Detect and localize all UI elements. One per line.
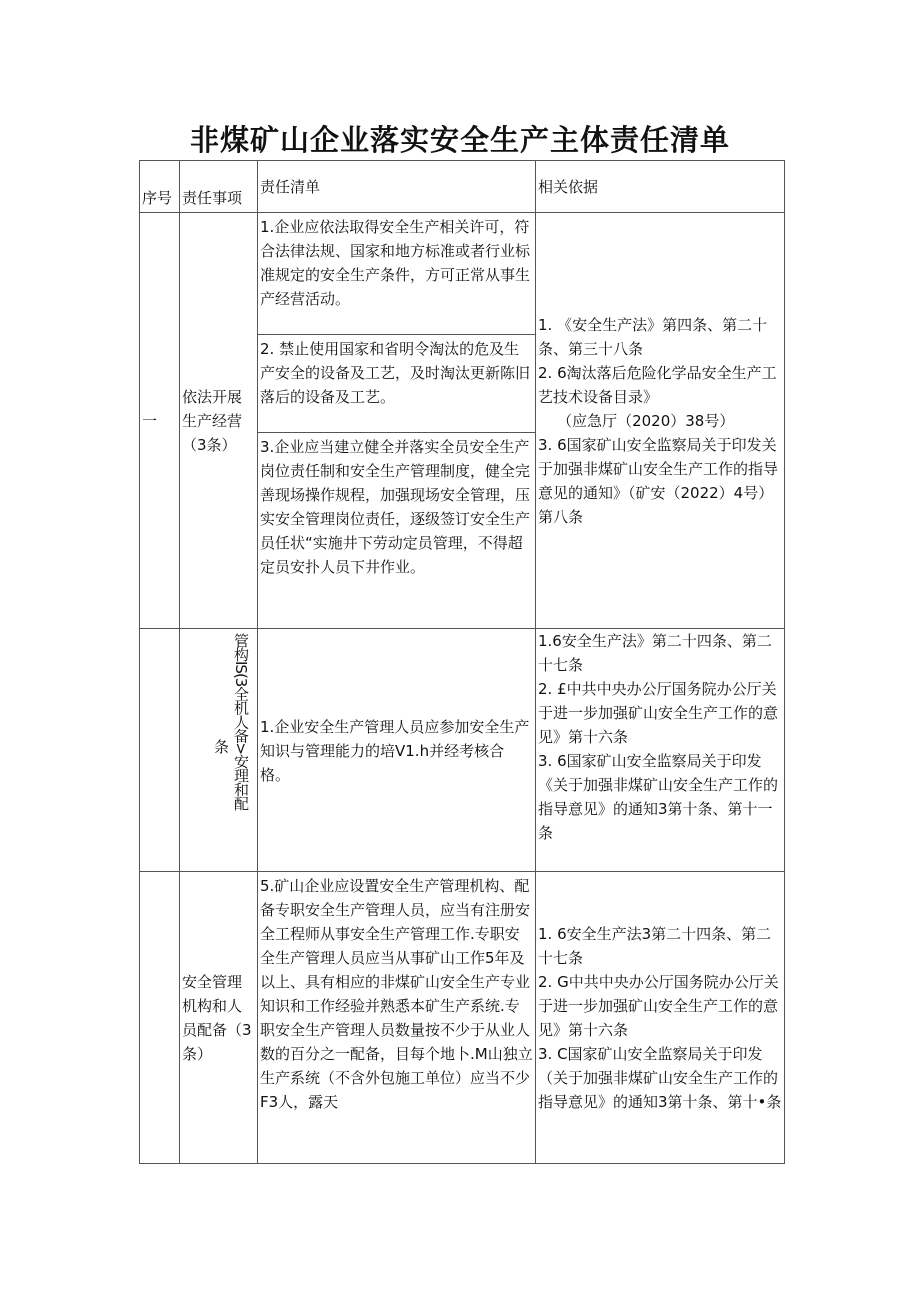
item-vertical-text: 条 (212, 739, 230, 753)
row-basis: 1.6安全生产法》第二十四条、第二十七条 2. £中共中央办公厅国务院办公厅关于进一步加强矿山安全生产工作的意见》第十六条 3. 6国家矿山安全监察局关于印发《关于加强非煤矿山安全生产工作的指导意见》的通知3第十条、第十一条 (536, 629, 785, 872)
table-header-row (140, 161, 785, 213)
list-item: 5.矿山企业应设置安全生产管理机构、配备专职安全生产管理人员，应当有注册安全工程师从事安全生产管理工作.专职安全生产管理人员应当从事矿山工作5年及以上、具有相应的非煤矿山安全生产专业知识和工作经验并熟悉本矿生产系统.专职安全生产管理人员数量按不少于从业人数的百分之一配备，目每个地卜.M山独立生产系统（不含外包施工单位）应当不少F3人，露天 (258, 872, 536, 1164)
row-basis: 1. 《安全生产法》第四条、第二十条、第三十八条 2. 6淘汰落后危险化学品安全生产工艺技术设备目录》 （应急厅（2020）38号） 3. 6国家矿山安全监察局关于印发关于加强非煤矿山安全生产工作的指导意见的通知》（矿安（2022）4号）第八条 (536, 213, 785, 629)
item-vertical-text: 管构IS(3全机人备>安理和配 (232, 633, 250, 810)
row-number (140, 629, 180, 872)
list-item: 1.企业应依法取得安全生产相关许可，符合法律法规、国家和地方标准或者行业标准规定的安全生产条件，方可正常从事生产经营活动。 (258, 213, 536, 335)
list-item: 2. 禁止使用国家和省明令淘汰的危及生产安全的设备及工艺，及时淘汰更新陈旧落后的设备及工艺。 (258, 335, 536, 433)
header-list: 责任清单 (258, 161, 536, 213)
row-item: 安全管理机构和人员配备（3条） (180, 872, 258, 1164)
header-item: 责任事项 (180, 161, 258, 213)
responsibility-table (139, 160, 785, 1164)
list-item: 1.企业安全生产管理人员应参加安全生产知识与管理能力的培V1.h并经考核合格。 (258, 629, 536, 872)
row-item: 依法开展生产经营（3条） (180, 213, 258, 629)
row-item (180, 629, 258, 872)
table-row (140, 213, 785, 335)
table-row (140, 629, 785, 872)
header-basis: 相关依据 (536, 161, 785, 213)
row-number: 一 (140, 213, 180, 629)
page-title: 非煤矿山企业落实安全生产主体责任清单 (189, 123, 730, 157)
row-number (140, 872, 180, 1164)
table-row (140, 872, 785, 1164)
row-basis: 1. 6安全生产法3第二十四条、第二十七条 2. G中共中央办公厅国务院办公厅关于进一步加强矿山安全生产工作的意见》第十六条 3. C国家矿山安全监察局关于印发（关于加强非煤矿山安全生产工作的指导意见》的通知3第十条、第十•条 (536, 872, 785, 1164)
header-no: 序号 (140, 161, 180, 213)
list-item: 3.企业应当建立健全并落实全员安全生产岗位责任制和安全生产管理制度，健全完善现场操作规程，加强现场安全管理，压实安全管理岗位责任，逐级签订安全生产员任状“实施井下劳动定员管理，不得超定员安扑人员下井作业。 (258, 433, 536, 629)
